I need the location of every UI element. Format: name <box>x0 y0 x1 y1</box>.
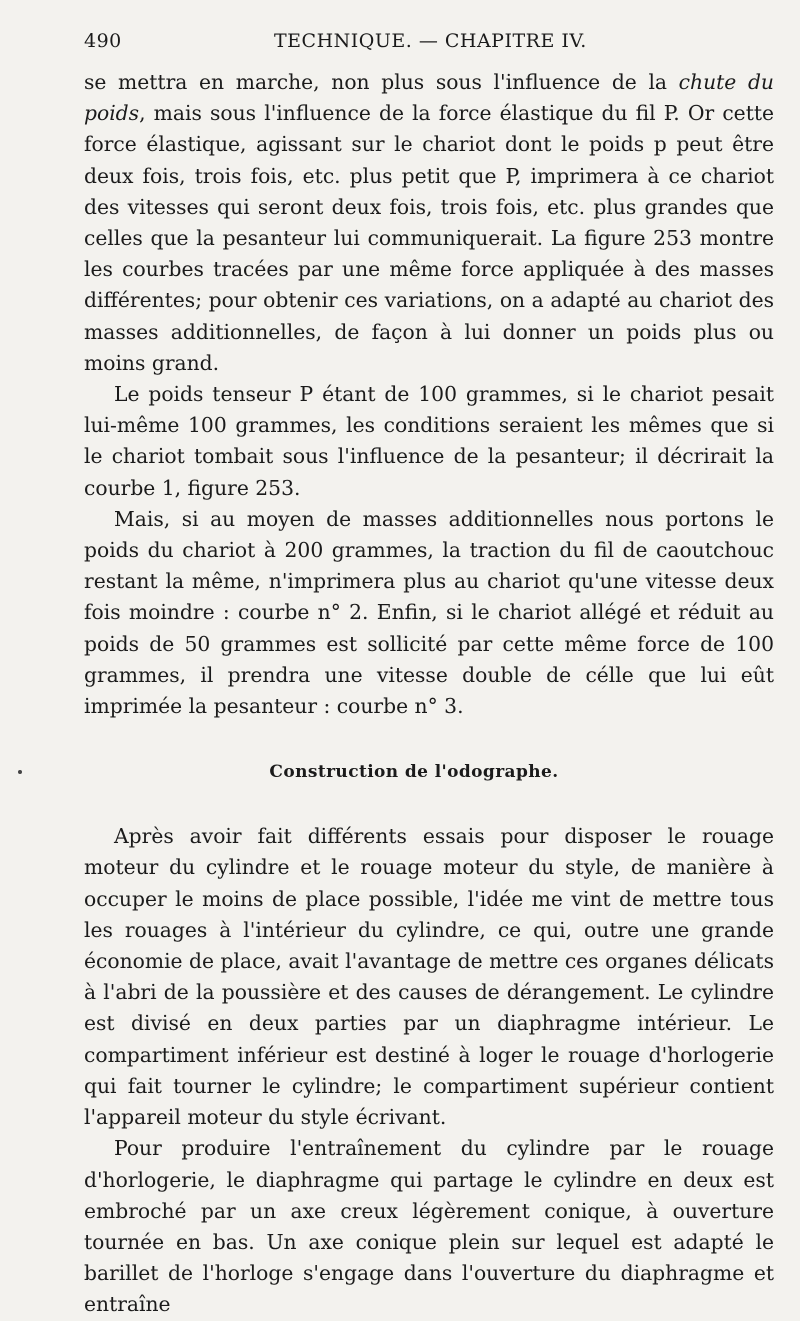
paragraph-text-after: , mais sous l'influence de la force élastique du fil P. Or cette force élastique, agissant sur le chariot dont le poids p peut être deux fois, trois fois, etc. plus petit que P, imprimera à ce chariot des vitesses qui seront deux fois, trois fois, etc. plus grandes que celles que la pesanteur lui communiquerait. La figure 253 montre les courbes tracées par une même force appliquée à des masses différentes; pour obtenir ces variations, on a adapté au chariot des masses additionnelles, de façon à lui donner un poids plus ou moins grand. <box>84 101 774 375</box>
running-header <box>84 30 774 60</box>
paragraph-masses-additionnelles: Mais, si au moyen de masses additionnelles nous portons le poids du chariot à 200 grammes, la traction du fil de caoutchouc restant la même, n'imprimera plus au chariot qu'une vitesse deux fois moindre : courbe n° 2. Enfin, si le chariot allégé et réduit au poids de 50 grammes est sollicité par cette même force de 100 grammes, il prendra une vitesse double de célle que lui eût imprimée la pesanteur : courbe n° 3. <box>84 506 774 719</box>
section-heading <box>84 762 774 782</box>
section-heading-text: Construction de l'odographe. <box>269 762 559 783</box>
paragraph-poids-tenseur: Le poids tenseur P étant de 100 grammes, si le chariot pesait lui-même 100 grammes, les conditions seraient les mêmes que si le chariot tombait sous l'influence de la pesanteur; il décrirait la courbe 1, figure 253. <box>84 382 774 500</box>
page-number: 490 <box>84 30 122 52</box>
italic-phrase: chute du poids <box>84 70 774 126</box>
paragraph-entrainement: Pour produire l'entraînement du cylindre par le rouage d'horlogerie, le diaphragme qui partage le cylindre en deux est embroché par un axe creux légèrement conique, à ouverture tournée en bas. Un axe conique plein sur lequel est adapté le barillet de l'horloge s'engage dans l'ouverture du diaphragme et entraîne <box>84 1136 774 1317</box>
running-title: TECHNIQUE. — CHAPITRE IV. <box>274 30 587 52</box>
paragraph-continued <box>84 67 774 379</box>
paragraph-text-before: se mettra en marche, non plus sous l'influence de la <box>84 70 679 94</box>
page-body <box>84 67 774 1321</box>
paragraph-construction: Après avoir fait différents essais pour disposer le rouage moteur du cylindre et le rouage moteur du style, de manière à occuper le moins de place possible, l'idée me vint de mettre tous les rouages à l'intérieur du cylindre, ce qui, outre une grande économie de place, avait l'avantage de mettre ces organes délicats à l'abri de la poussière et des causes de dérangement. Le cylindre est divisé en deux parties par un diaphragme intérieur. Le compartiment inférieur est destiné à loger le rouage d'horlogerie qui fait tourner le cylindre; le compartiment supérieur contient l'appareil moteur du style écrivant. <box>84 824 774 1130</box>
print-speck <box>18 770 22 774</box>
